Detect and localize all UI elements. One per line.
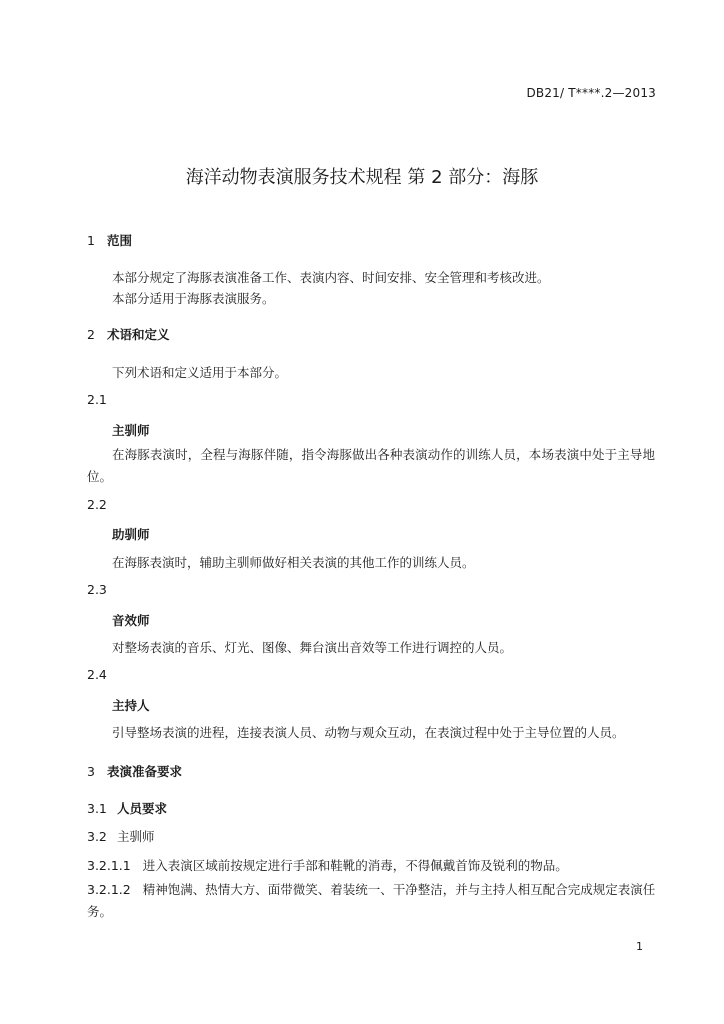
- subsection-title: 人员要求: [117, 801, 168, 816]
- document-title: 海洋动物表演服务技术规程 第 2 部分：海豚: [185, 167, 539, 188]
- subsection-number: 3.2: [87, 829, 107, 844]
- section-title: 范围: [107, 233, 133, 248]
- section-title: 术语和定义: [107, 327, 170, 342]
- clause-number: 3.2.1.1: [87, 858, 131, 873]
- section-number: 1: [87, 233, 95, 248]
- section-number: 3: [87, 764, 95, 779]
- term-definition: 在海豚表演时，全程与海豚伴随，指令海豚做出各种表演动作的训练人员，本场表演中处于主导地位。: [87, 447, 655, 484]
- term-number: 2.2: [87, 497, 107, 512]
- subsection-3-1: [87, 799, 167, 817]
- standard-code: DB21/ T****.2—2013: [526, 86, 656, 100]
- section-2-heading: [87, 325, 170, 343]
- clause-3-2-1-1: [87, 856, 568, 874]
- section-1-heading: [87, 231, 132, 249]
- term-definition: 对整场表演的音乐、灯光、图像、舞台演出音效等工作进行调控的人员。: [112, 640, 513, 655]
- clause-text: 进入表演区域前按规定进行手部和鞋靴的消毒，不得佩戴首饰及锐利的物品。: [142, 858, 568, 873]
- paragraph: 本部分规定了海豚表演准备工作、表演内容、时间安排、安全管理和考核改进。: [112, 270, 550, 285]
- term-definition: 引导整场表演的进程，连接表演人员、动物与观众互动，在表演过程中处于主导位置的人员。: [112, 725, 625, 740]
- subsection-3-2: [87, 827, 155, 845]
- term-number: 2.3: [87, 582, 107, 597]
- clause-text: 精神饱满、热情大方、面带微笑、着装统一、干净整洁，并与主持人相互配合完成规定表演任务。: [87, 882, 656, 919]
- section-3-heading: [87, 762, 182, 780]
- page-number: 1: [636, 940, 643, 953]
- clause-3-2-1-2: [87, 879, 657, 923]
- section-title: 表演准备要求: [107, 764, 183, 779]
- term-name: 主驯师: [112, 423, 150, 438]
- clause-number: 3.2.1.2: [87, 882, 131, 897]
- section-number: 2: [87, 327, 95, 342]
- paragraph: 下列术语和定义适用于本部分。: [112, 365, 288, 380]
- subsection-number: 3.1: [87, 801, 107, 816]
- term-definition: 在海豚表演时，辅助主驯师做好相关表演的其他工作的训练人员。: [112, 555, 475, 570]
- term-number: 2.4: [87, 667, 107, 682]
- term-number: 2.1: [87, 392, 107, 407]
- subsection-title: 主驯师: [117, 829, 155, 844]
- term-name: 主持人: [112, 698, 150, 713]
- term-name: 助驯师: [112, 527, 150, 542]
- term-name: 音效师: [112, 613, 150, 628]
- paragraph: 本部分适用于海豚表演服务。: [112, 291, 275, 306]
